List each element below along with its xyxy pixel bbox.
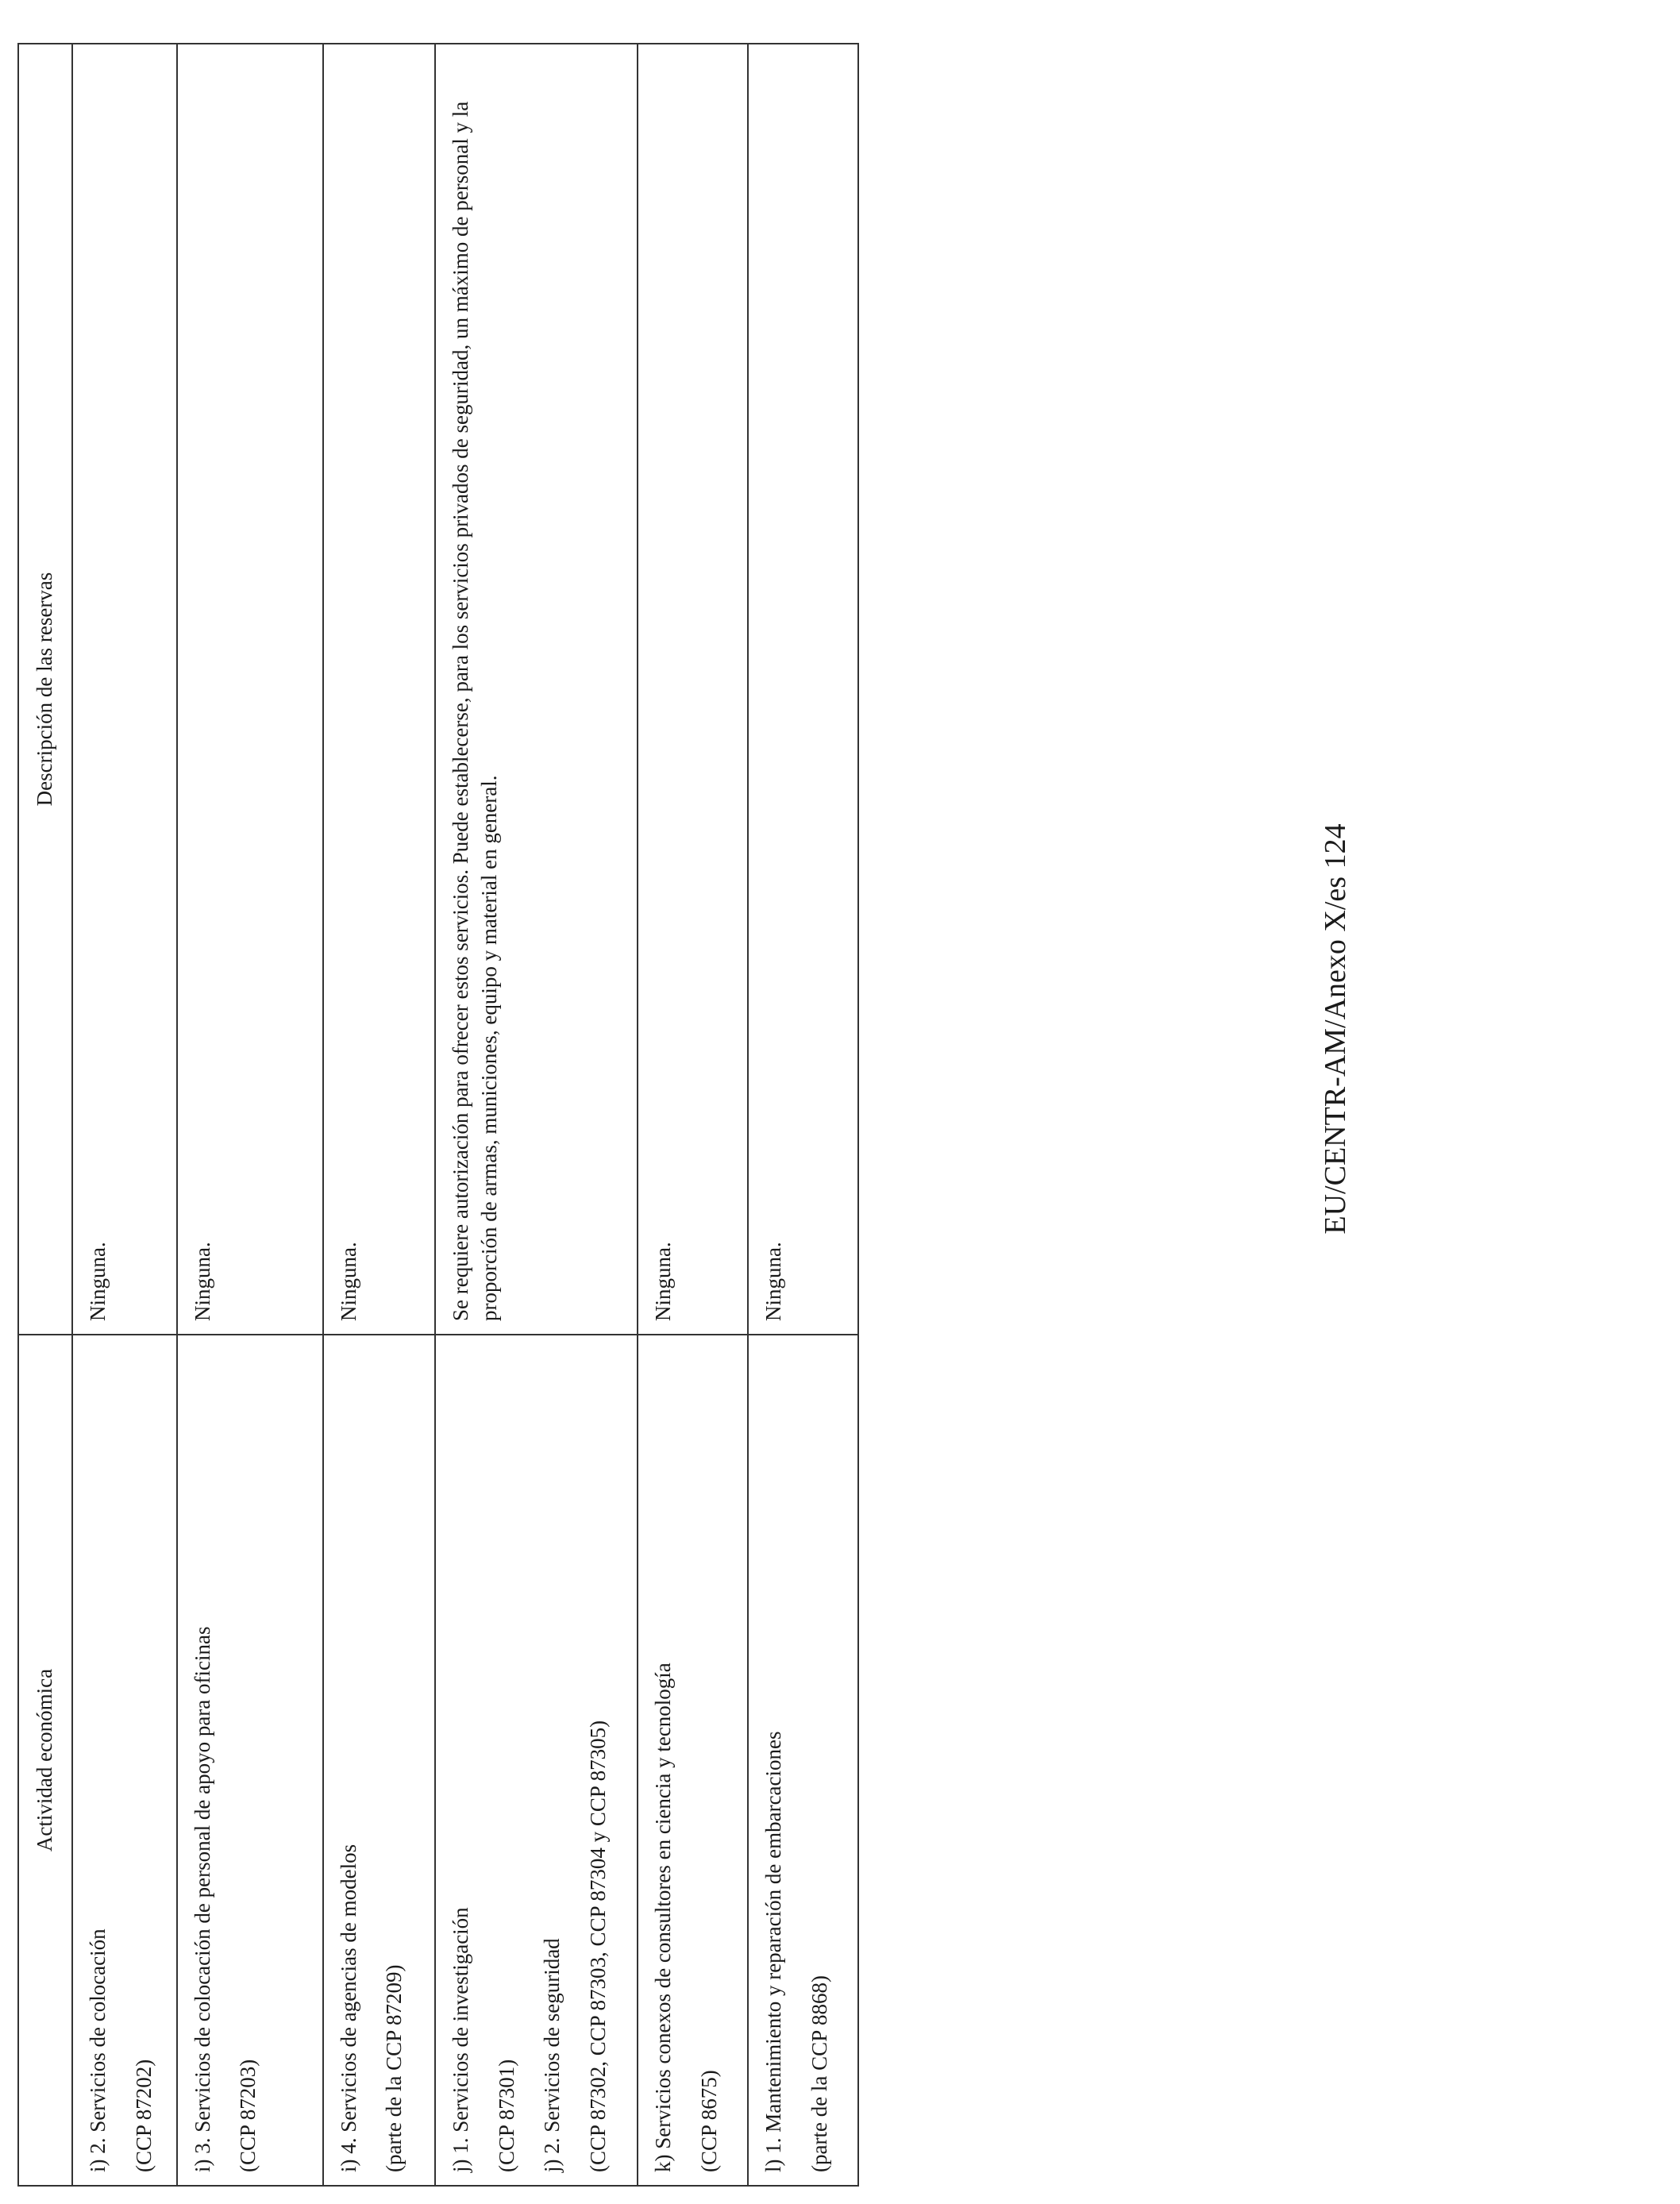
activity-cell [72,1335,177,2186]
description-cell: Ninguna. [177,44,323,1335]
table-row [435,44,638,2186]
activity-line: (CCP 87203) [236,2059,260,2172]
table-row [72,44,177,2186]
activity-line: i) 3. Servicios de colocación de personal de apoyo para oficinas [190,1626,214,2172]
activity-line: (CCP 8675) [696,2070,721,2172]
description-cell: Ninguna. [323,44,435,1335]
activity-cell [323,1335,435,2186]
activity-line: i) 4. Servicios de agencias de modelos [336,1844,360,2172]
reservations-table [17,43,859,2187]
header-reservations-description: Descripción de las reservas [18,44,72,1335]
table-row [638,44,748,2186]
description-cell: Se requiere autorización para ofrecer estos servicios. Puede establecerse, para los servicios privados de seguridad, un máximo de personal y la proporción de armas, municiones, equipo y material en general. [435,44,638,1335]
activity-line: (CCP 87301) [494,2059,518,2172]
activity-cell [748,1335,858,2186]
description-cell: Ninguna. [72,44,177,1335]
activity-line: j) 1. Servicios de investigación [448,1907,472,2172]
activity-cell [177,1335,323,2186]
description-cell: Ninguna. [748,44,858,1335]
activity-line: (parte de la CCP 87209) [382,1964,407,2172]
description-cell: Ninguna. [638,44,748,1335]
reservations-table-container [17,43,859,2187]
activity-line: (CCP 87302, CCP 87303, CCP 87304 y CCP 87305) [585,1720,610,2172]
activity-cell [638,1335,748,2186]
header-economic-activity: Actividad económica [18,1335,72,2186]
activity-line: (CCP 87202) [131,2059,156,2172]
activity-line: k) Servicios conexos de consultores en ciencia y tecnología [650,1663,675,2172]
activity-line: i) 2. Servicios de colocación [86,1929,110,2172]
document-reference-footer: EU/CENTR-AM/Anexo X/es 124 [1319,823,1352,1235]
activity-line: j) 2. Servicios de seguridad [540,1938,564,2172]
table-row [748,44,858,2186]
table-row [323,44,435,2186]
table-row [177,44,323,2186]
activity-line: (parte de la CCP 8868) [807,1975,831,2172]
activity-cell [435,1335,638,2186]
table-header-row [18,44,72,2186]
activity-line: l) 1. Mantenimiento y reparación de embarcaciones [761,1731,785,2172]
